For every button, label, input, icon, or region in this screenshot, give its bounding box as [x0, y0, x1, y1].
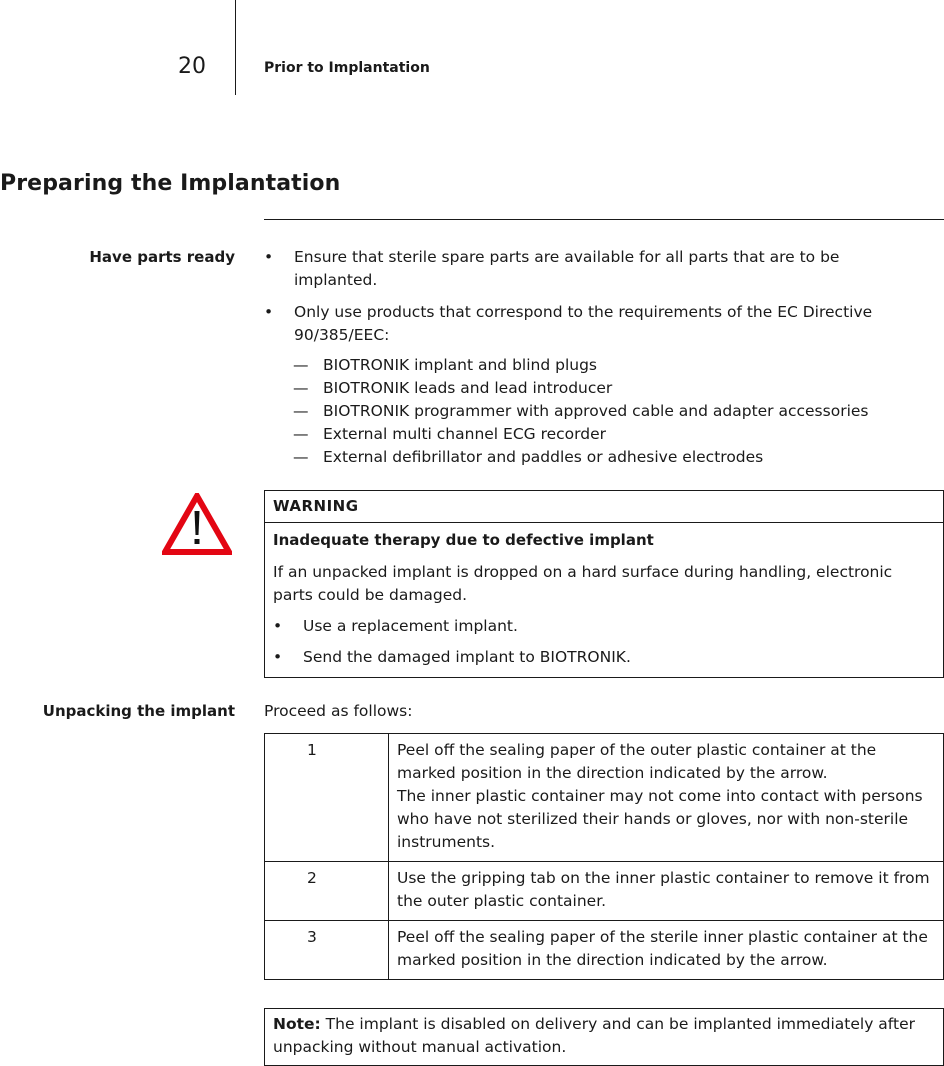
- dash-icon: —: [293, 356, 309, 374]
- bullet-text: Ensure that sterile spare parts are available for all parts that are to be implanted.: [294, 248, 840, 289]
- list-item: [273, 615, 935, 638]
- title-rule: [264, 219, 944, 220]
- dash-item-text: External multi channel ECG recorder: [323, 425, 607, 443]
- side-label-unpacking-the-implant: Unpacking the implant: [42, 702, 235, 720]
- page-title: Preparing the Implantation: [0, 171, 341, 196]
- warning-body: [265, 523, 943, 669]
- warning-triangle-icon: [162, 493, 232, 555]
- warning-heading: WARNING: [265, 491, 943, 523]
- step-text-line: The inner plastic container may not come into contact with persons who have not sterilized their hands or gloves, nor with non-sterile instruments.: [397, 787, 923, 851]
- step-text-line: Peel off the sealing paper of the outer plastic container at the marked position in the direction indicated by the arrow.: [397, 741, 877, 782]
- bullet-icon: •: [264, 248, 274, 266]
- list-item: [273, 646, 935, 669]
- warning-bullet-text: Send the damaged implant to BIOTRONIK.: [303, 648, 631, 666]
- bullet-icon: •: [264, 303, 274, 321]
- proceed-intro: Proceed as follows:: [264, 702, 413, 720]
- step-text: [389, 734, 944, 862]
- parts-bullet-list: [264, 246, 924, 356]
- bullet-icon: •: [273, 617, 283, 635]
- warning-subtitle: Inadequate therapy due to defective implant: [273, 531, 654, 549]
- dash-item-text: External defibrillator and paddles or adhesive electrodes: [323, 448, 764, 466]
- dash-icon: —: [293, 425, 309, 443]
- list-item: [293, 446, 933, 469]
- dash-item-text: BIOTRONIK implant and blind plugs: [323, 356, 597, 374]
- step-text-line: Use the gripping tab on the inner plastic container to remove it from the outer plastic container.: [397, 869, 930, 910]
- note-box: [264, 1008, 944, 1066]
- step-text: [389, 862, 944, 921]
- products-dash-list: [293, 354, 933, 469]
- warning-box: [264, 490, 944, 678]
- list-item: [293, 400, 933, 423]
- dash-item-text: BIOTRONIK programmer with approved cable and adapter accessories: [323, 402, 869, 420]
- note-label: Note:: [273, 1015, 321, 1033]
- list-item: [264, 301, 924, 347]
- bullet-icon: •: [273, 648, 283, 666]
- dash-icon: —: [293, 448, 309, 466]
- step-number: 2: [265, 862, 389, 921]
- note-text: The implant is disabled on delivery and can be implanted immediately after unpacking without manual activation.: [273, 1015, 915, 1056]
- dash-icon: —: [293, 379, 309, 397]
- unpacking-steps-table: [264, 733, 944, 980]
- step-text: [389, 921, 944, 980]
- list-item: [293, 354, 933, 377]
- page-number: 20: [178, 54, 206, 79]
- list-item: [293, 423, 933, 446]
- table-row: [265, 921, 944, 980]
- dash-item-text: BIOTRONIK leads and lead introducer: [323, 379, 613, 397]
- list-item: [264, 246, 924, 292]
- bullet-text: Only use products that correspond to the requirements of the EC Directive 90/385/EEC:: [294, 303, 873, 344]
- list-item: [293, 377, 933, 400]
- warning-text: If an unpacked implant is dropped on a hard surface during handling, electronic parts could be damaged.: [273, 563, 893, 604]
- side-label-have-parts-ready: Have parts ready: [89, 248, 235, 266]
- table-row: [265, 734, 944, 862]
- dash-icon: —: [293, 402, 309, 420]
- warning-bullet-text: Use a replacement implant.: [303, 617, 518, 635]
- step-text-line: Peel off the sealing paper of the sterile inner plastic container at the marked position in the direction indicated by the arrow.: [397, 928, 928, 969]
- table-row: [265, 862, 944, 921]
- running-title: Prior to Implantation: [264, 60, 430, 76]
- step-number: 1: [265, 734, 389, 862]
- header-divider: [235, 0, 236, 95]
- step-number: 3: [265, 921, 389, 980]
